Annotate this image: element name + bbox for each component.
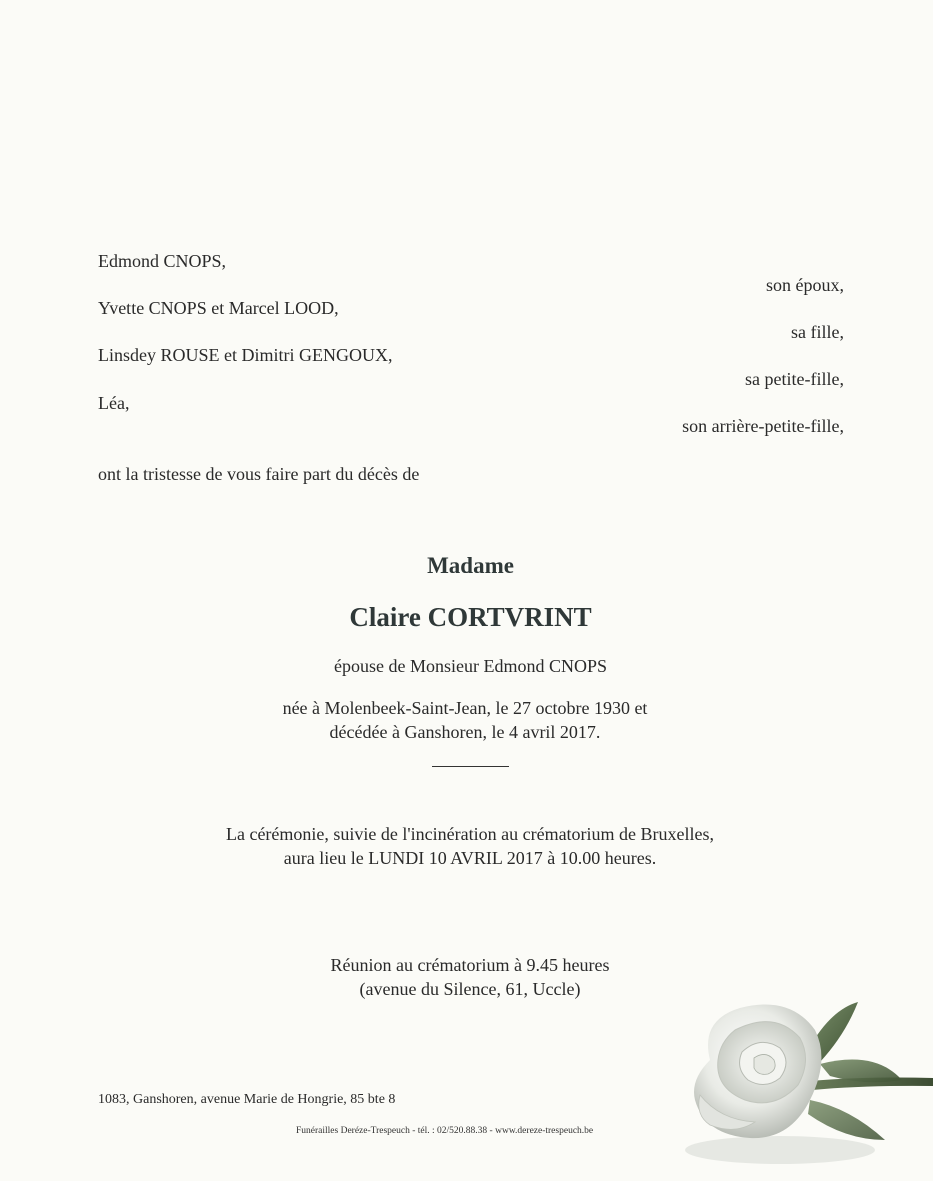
family-name-4: Léa,: [98, 393, 130, 413]
ceremony-line-2: aura lieu le LUNDI 10 AVRIL 2017 à 10.00 heures.: [283, 848, 657, 868]
meeting-line-1: Réunion au crématorium à 9.45 heures: [330, 955, 610, 975]
death-line: décédée à Ganshoren, le 4 avril 2017.: [329, 722, 601, 742]
white-rose-icon: [680, 990, 933, 1170]
deceased-name: Claire CORTVRINT: [349, 602, 592, 632]
family-name-2: Yvette CNOPS et Marcel LOOD,: [98, 298, 339, 318]
family-relation-4: son arrière-petite-fille,: [682, 416, 844, 436]
family-relation-2: sa fille,: [791, 322, 844, 342]
family-name-3: Linsdey ROUSE et Dimitri GENGOUX,: [98, 345, 393, 365]
spouse-line: épouse de Monsieur Edmond CNOPS: [334, 656, 607, 676]
family-name-1: Edmond CNOPS,: [98, 251, 227, 271]
family-relation-1: son époux,: [766, 275, 844, 295]
birth-line: née à Molenbeek-Saint-Jean, le 27 octobre 1930 et: [282, 698, 648, 718]
announcement-text: ont la tristesse de vous faire part du décès de: [98, 464, 420, 484]
family-relation-3: sa petite-fille,: [745, 369, 844, 389]
ceremony-line-1: La cérémonie, suivie de l'incinération au crématorium de Bruxelles,: [225, 824, 715, 844]
deceased-title: Madame: [427, 553, 514, 578]
section-divider: [432, 766, 509, 767]
meeting-line-2: (avenue du Silence, 61, Uccle): [359, 979, 581, 999]
funeral-home-footer: Funérailles Deréze-Trespeuch - tél. : 02/520.88.38 - www.dereze-trespeuch.be: [296, 1126, 594, 1136]
family-address: 1083, Ganshoren, avenue Marie de Hongrie, 85 bte 8: [98, 1092, 396, 1107]
